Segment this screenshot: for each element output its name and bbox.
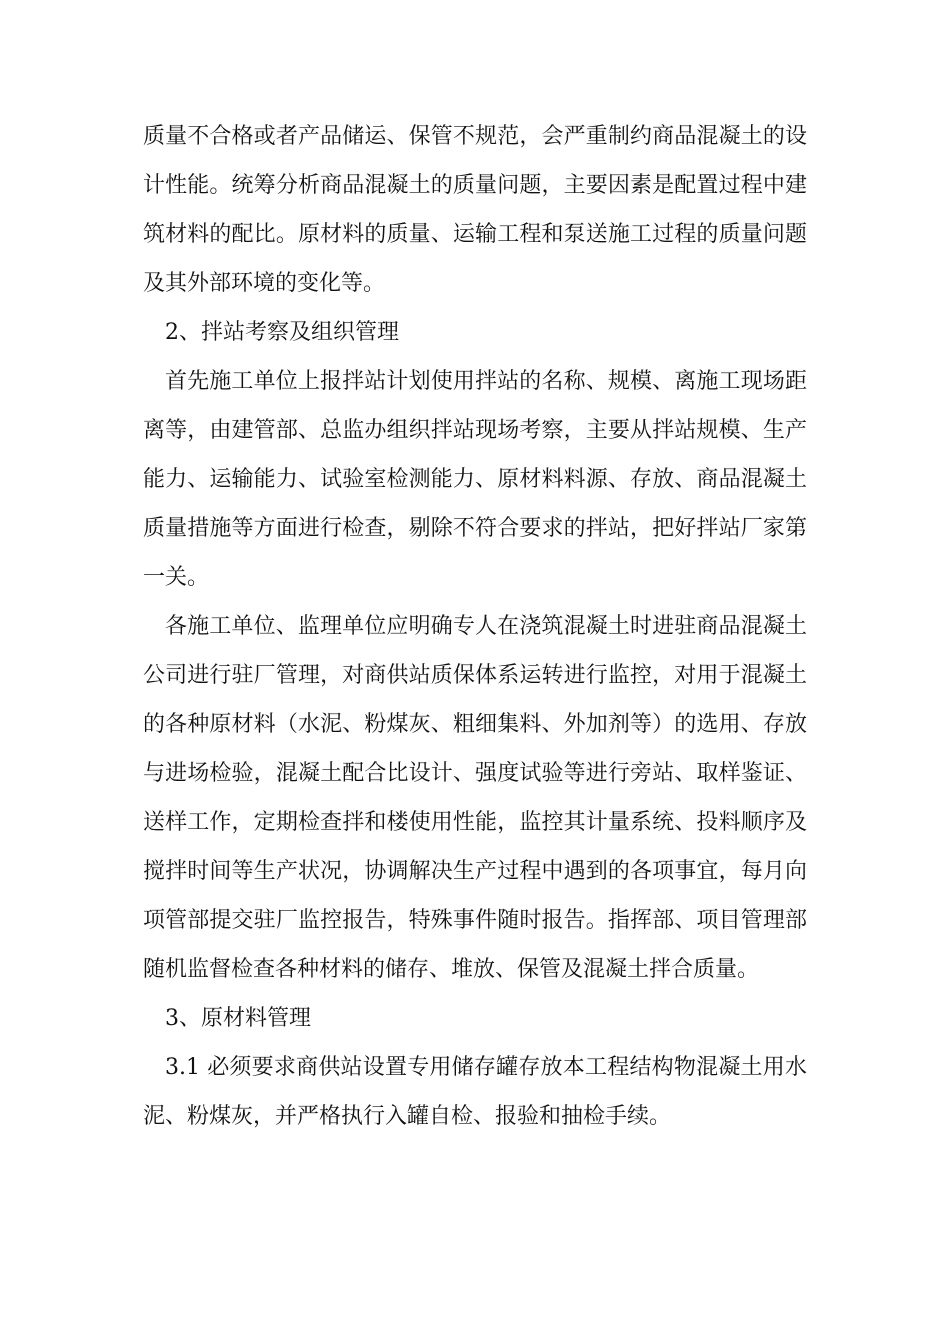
paragraph-station-inspection: 首先施工单位上报拌站计划使用拌站的名称、规模、离施工现场距离等，由建管部、总监办组织拌站现场考察，主要从拌站规模、生产能力、运输能力、试验室检测能力、原材料料源、存放、商品混凝土质量措施等方面进行检查，剔除不符合要求的拌站，把好拌站厂家第一关。 bbox=[143, 369, 807, 590]
document-body bbox=[143, 112, 807, 1141]
section-heading-raw-materials: 3、原材料管理 bbox=[165, 1006, 311, 1031]
paragraph-resident-supervision: 各施工单位、监理单位应明确专人在浇筑混凝土时进驻商品混凝土公司进行驻厂管理，对商供站质保体系运转进行监控，对用于混凝土的各种原材料（水泥、粉煤灰、粗细集料、外加剂等）的选用、存放与进场检验，混凝土配合比设计、强度试验等进行旁站、取样鉴证、送样工作，定期检查拌和楼使用性能，监控其计量系统、投料顺序及搅拌时间等生产状况，协调解决生产过程中遇到的各项事宜，每月向项管部提交驻厂监控报告，特殊事件随时报告。指挥部、项目管理部随机监督检查各种材料的储存、堆放、保管及混凝土拌合质量。 bbox=[143, 614, 807, 982]
paragraph-storage-tanks: 3.1 必须要求商供站设置专用储存罐存放本工程结构物混凝土用水泥、粉煤灰，并严格执行入罐自检、报验和抽检手续。 bbox=[143, 1055, 807, 1129]
section-heading-mixing-station: 2、拌站考察及组织管理 bbox=[165, 320, 399, 345]
paragraph-quality-issues: 质量不合格或者产品储运、保管不规范，会严重制约商品混凝土的设计性能。统筹分析商品混凝土的质量问题，主要因素是配置过程中建筑材料的配比。原材料的质量、运输工程和泵送施工过程的质量问题及其外部环境的变化等。 bbox=[143, 124, 807, 296]
